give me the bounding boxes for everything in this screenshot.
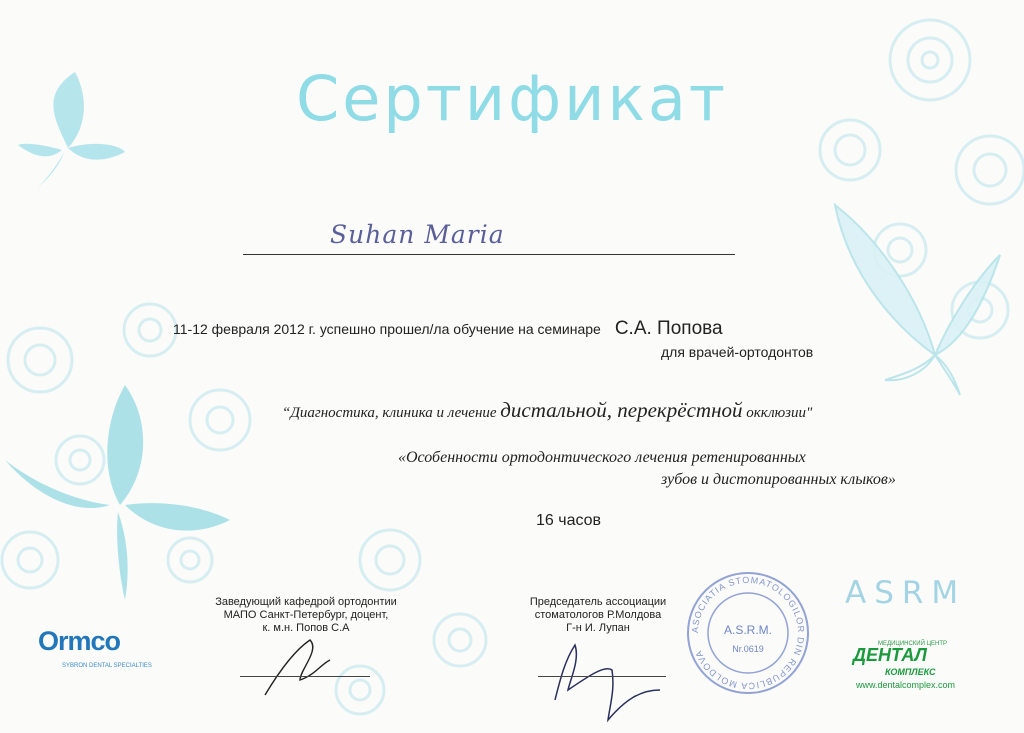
asrm-logo: ASRM [845, 575, 967, 611]
audience-text: для врачей-ортодонтов [661, 344, 814, 360]
signatory-line: к. м.н. Попов С.А [262, 622, 350, 634]
date-text: 11-12 февраля 2012 г. успешно прошел/ла обучение на семинаре [173, 321, 601, 337]
stamp-number: Nr.0619 [732, 644, 764, 654]
right-signature-line [538, 676, 666, 677]
left-signature-line [240, 676, 370, 677]
topic1-highlight: дистальной, перекрёстной [500, 398, 743, 422]
lecturer-name: С.А. Попова [614, 318, 723, 339]
signatory-line: Председатель ассоциации [529, 596, 667, 608]
left-signatory [206, 596, 406, 635]
signature-icon [555, 645, 660, 720]
right-signatory [518, 596, 678, 635]
topic1-part2: окклюзии" [746, 405, 813, 421]
dental-logo-caption: МЕДИЦИНСКИЙ ЦЕНТР [878, 641, 948, 647]
seminar-topic-2-line2: зубов и дистопированных клыков» [661, 471, 896, 488]
dental-website: www.dentalcomplex.com [856, 680, 956, 690]
dental-logo: ДЕНТАЛ [853, 645, 927, 665]
association-stamp [683, 568, 813, 698]
signatory-line: МАПО Санкт-Петербург, доцент, [223, 609, 389, 621]
name-underline [243, 254, 735, 255]
ormco-logo: Ormco [38, 626, 121, 656]
signatory-line: Г-н И. Лупан [566, 622, 630, 634]
signatory-line: Заведующий кафедрой ортодонтии [215, 596, 397, 608]
topic1-part1: “Диагностика, клиника и лечение [282, 405, 497, 421]
signature-icon [265, 640, 330, 695]
hours-count: 16 часов [536, 512, 602, 529]
ormco-tagline: SYBRON DENTAL SPECIALTIES [62, 663, 152, 669]
stamp-center-text: A.S.R.M. [723, 623, 773, 637]
signatory-line: стоматологов Р.Молдова [534, 609, 662, 621]
butterfly-icon [835, 205, 1000, 395]
stamp-ring-text: ASOCIATIA STOMATOLOGILOR DIN REPUBLICA MOLDOVA [689, 574, 807, 692]
seminar-topic-1 [282, 398, 812, 423]
dental-logo-subtitle: КОМПЛЕКС [885, 667, 936, 677]
completion-statement [173, 318, 723, 340]
seminar-topic-2-line1: «Особенности ортодонтического лечения ретенированных [398, 449, 806, 466]
certificate-title: Сертификат [295, 62, 729, 135]
recipient-name: Suhan Maria [330, 220, 505, 249]
